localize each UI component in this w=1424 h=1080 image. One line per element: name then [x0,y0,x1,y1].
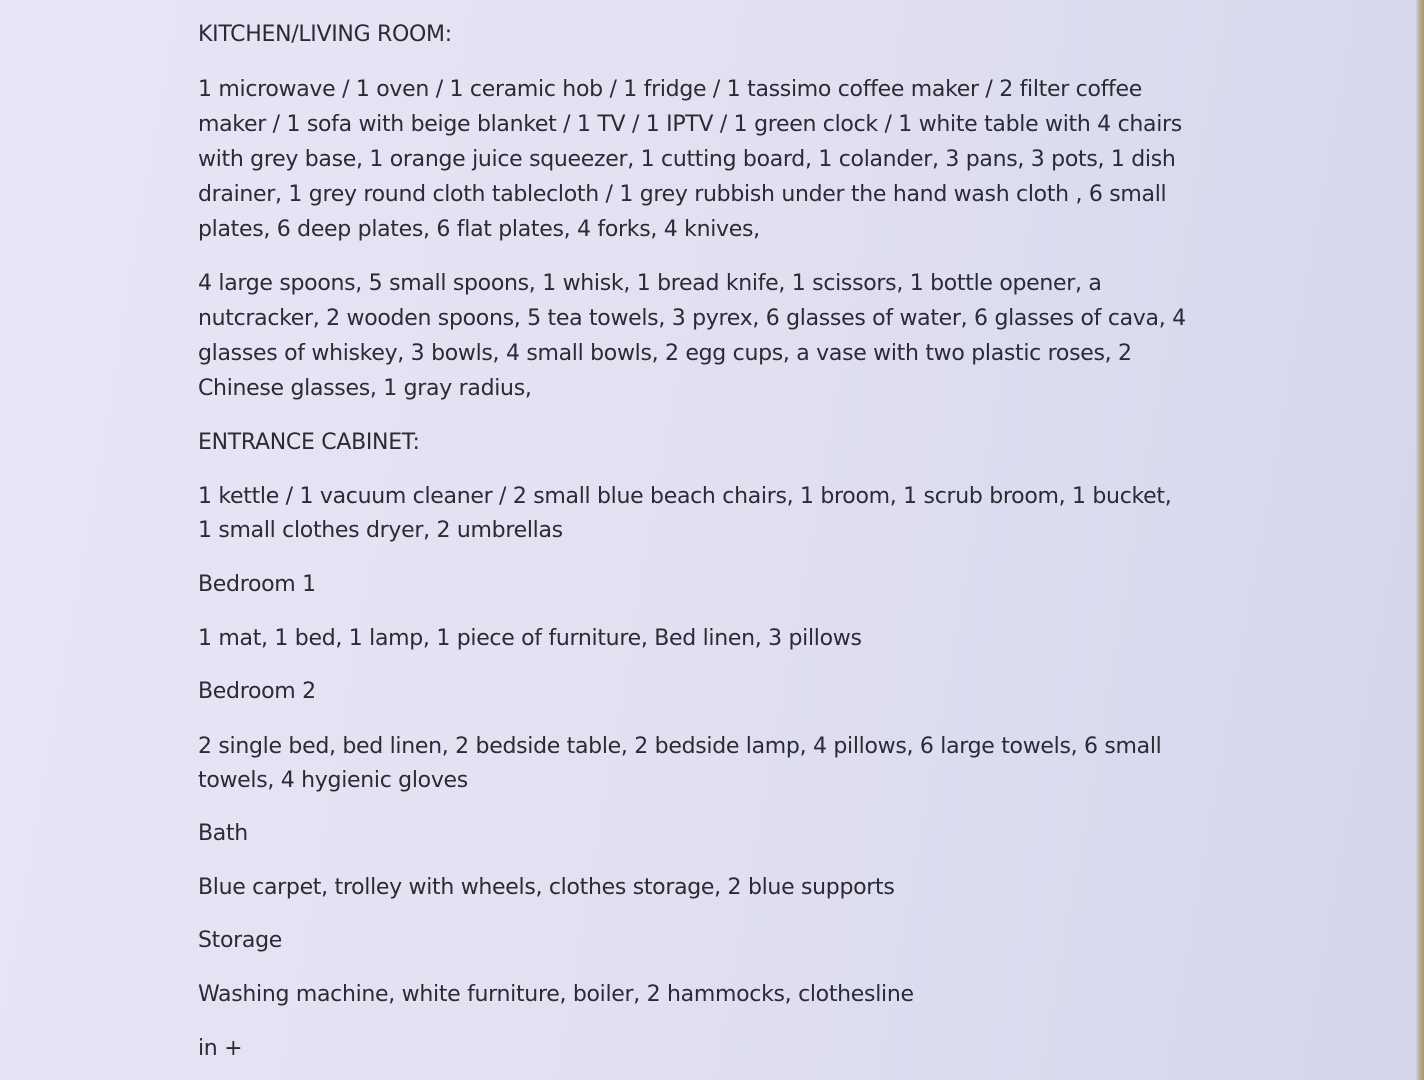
bedroom-2-paragraph-line-2: towels, 4 hygienic gloves [198,768,468,793]
kitchen-paragraph-2-line-3: glasses of whiskey, 3 bowls, 4 small bowls, 2 egg cups, a vase with two plastic roses, 2 [198,341,1132,366]
entrance-paragraph-line-2: 1 small clothes dryer, 2 umbrellas [198,518,563,543]
footer-text: in + [198,1036,243,1061]
paper-edge [1416,0,1424,1080]
section-heading-entrance-cabinet: ENTRANCE CABINET: [198,430,420,455]
section-heading-bath: Bath [198,821,248,846]
bath-paragraph-line-1: Blue carpet, trolley with wheels, clothes storage, 2 blue supports [198,875,895,900]
kitchen-paragraph-1-line-4: drainer, 1 grey round cloth tablecloth / 1 grey rubbish under the hand wash cloth , 6 small [198,182,1167,207]
section-heading-bedroom-2: Bedroom 2 [198,679,316,704]
storage-paragraph-line-1: Washing machine, white furniture, boiler, 2 hammocks, clothesline [198,982,914,1007]
bedroom-2-paragraph-line-1: 2 single bed, bed linen, 2 bedside table, 2 bedside lamp, 4 pillows, 6 large towels, 6 small [198,734,1162,759]
kitchen-paragraph-1-line-5: plates, 6 deep plates, 6 flat plates, 4 forks, 4 knives, [198,217,760,242]
bedroom-1-paragraph-line-1: 1 mat, 1 bed, 1 lamp, 1 piece of furniture, Bed linen, 3 pillows [198,626,862,651]
kitchen-paragraph-1-line-1: 1 microwave / 1 oven / 1 ceramic hob / 1 fridge / 1 tassimo coffee maker / 2 filter coffee [198,77,1142,102]
kitchen-paragraph-2-line-1: 4 large spoons, 5 small spoons, 1 whisk, 1 bread knife, 1 scissors, 1 bottle opener, a [198,271,1102,296]
section-heading-kitchen-living-room: KITCHEN/LIVING ROOM: [198,22,452,47]
kitchen-paragraph-2-line-4: Chinese glasses, 1 gray radius, [198,376,532,401]
entrance-paragraph-line-1: 1 kettle / 1 vacuum cleaner / 2 small blue beach chairs, 1 broom, 1 scrub broom, 1 bucket, [198,484,1172,509]
section-heading-storage: Storage [198,928,282,953]
kitchen-paragraph-1-line-3: with grey base, 1 orange juice squeezer, 1 cutting board, 1 colander, 3 pans, 3 pots, 1 dish [198,147,1176,172]
section-heading-bedroom-1: Bedroom 1 [198,572,316,597]
kitchen-paragraph-2-line-2: nutcracker, 2 wooden spoons, 5 tea towels, 3 pyrex, 6 glasses of water, 6 glasses of cava, 4 [198,306,1186,331]
kitchen-paragraph-1-line-2: maker / 1 sofa with beige blanket / 1 TV / 1 IPTV / 1 green clock / 1 white table with 4 chairs [198,112,1182,137]
